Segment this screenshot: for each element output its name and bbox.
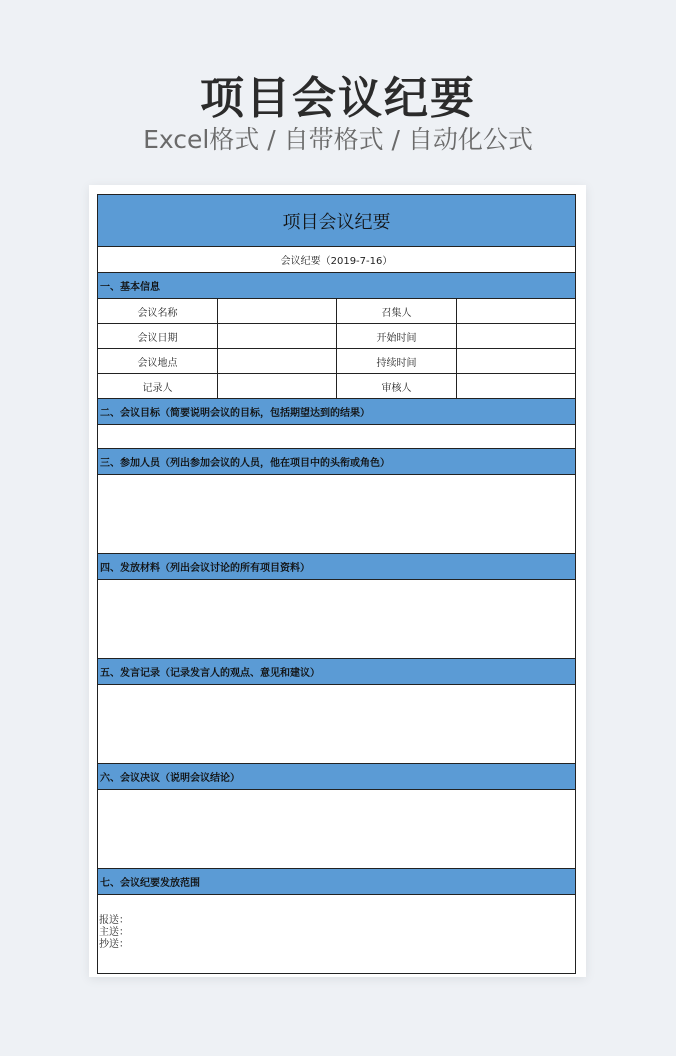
value-meeting-date[interactable] xyxy=(218,324,337,349)
label-meeting-name: 会议名称 xyxy=(98,299,218,324)
value-reviewer[interactable] xyxy=(457,374,575,399)
value-convener[interactable] xyxy=(457,299,575,324)
attendees-input[interactable] xyxy=(98,475,575,554)
label-reviewer: 审核人 xyxy=(337,374,457,399)
section-resolution: 六、会议决议（说明会议结论） xyxy=(98,764,575,790)
section-distribution: 七、会议纪要发放范围 xyxy=(98,869,575,895)
speech-record-input[interactable] xyxy=(98,685,575,764)
label-duration: 持续时间 xyxy=(337,349,457,374)
value-duration[interactable] xyxy=(457,349,575,374)
sheet-subtitle: 会议纪要（2019-7-16） xyxy=(98,247,575,273)
label-recorder: 记录人 xyxy=(98,374,218,399)
spreadsheet xyxy=(97,194,576,974)
page-subtitle: Excel格式 / 自带格式 / 自动化公式 xyxy=(143,125,533,154)
label-meeting-location: 会议地点 xyxy=(98,349,218,374)
resolution-input[interactable] xyxy=(98,790,575,869)
label-meeting-date: 会议日期 xyxy=(98,324,218,349)
section-materials: 四、发放材料（列出会议讨论的所有项目资料） xyxy=(98,554,575,580)
sheet-title: 项目会议纪要 xyxy=(98,195,575,247)
section-attendees: 三、参加人员（列出参加会议的人员，他在项目中的头衔或角色） xyxy=(98,449,575,475)
label-convener: 召集人 xyxy=(337,299,457,324)
value-meeting-name[interactable] xyxy=(218,299,337,324)
distribution-copy: 抄送： xyxy=(99,939,129,950)
label-start-time: 开始时间 xyxy=(337,324,457,349)
section-basic-info: 一、基本信息 xyxy=(98,273,575,299)
value-meeting-location[interactable] xyxy=(218,349,337,374)
document-preview xyxy=(89,185,586,977)
value-recorder[interactable] xyxy=(218,374,337,399)
section-speech-record: 五、发言记录（记录发言人的观点、意见和建议） xyxy=(98,659,575,685)
value-start-time[interactable] xyxy=(457,324,575,349)
distribution-main: 主送： xyxy=(99,927,129,938)
page-title: 项目会议纪要 xyxy=(200,73,476,124)
meeting-goal-input[interactable] xyxy=(98,425,575,449)
distribution-report: 报送： xyxy=(99,915,129,926)
distribution-list[interactable] xyxy=(98,895,575,973)
basic-info-table xyxy=(98,299,575,399)
section-meeting-goal: 二、会议目标（简要说明会议的目标，包括期望达到的结果） xyxy=(98,399,575,425)
materials-input[interactable] xyxy=(98,580,575,659)
